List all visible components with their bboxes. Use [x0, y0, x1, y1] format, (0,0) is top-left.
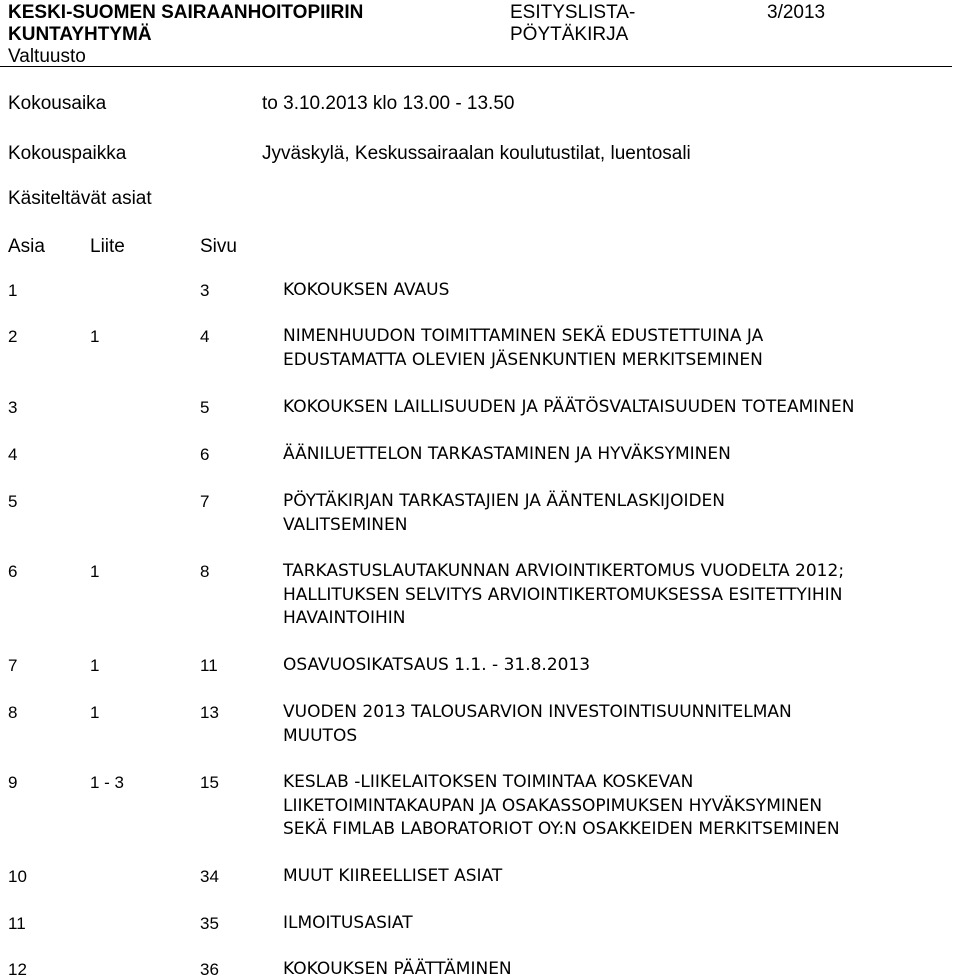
item-title-line: TARKASTUSLAUTAKUNNAN ARVIOINTIKERTOMUS VUODELTA 2012;	[283, 561, 845, 581]
item-attachment: 1	[90, 703, 100, 722]
item-title	[283, 865, 502, 889]
item-title-line: ILMOITUSASIAT	[283, 913, 413, 933]
item-page: 5	[200, 398, 210, 417]
item-page: 15	[200, 773, 219, 792]
agenda-heading: Käsiteltävät asiat	[8, 188, 152, 209]
item-page: 13	[200, 703, 219, 722]
item-page: 6	[200, 445, 210, 464]
organization-name: KESKI-SUOMEN SAIRAANHOITOPIIRIN	[8, 2, 364, 23]
item-page: 34	[200, 867, 219, 886]
item-page: 11	[200, 656, 218, 675]
item-attachment: 1 - 3	[90, 773, 125, 792]
document-type: ESITYSLISTA-	[510, 2, 636, 23]
item-title-line: HALLITUKSEN SELVITYS ARVIOINTIKERTOMUKSESSA ESITETTYIHIN	[283, 584, 843, 605]
item-page: 35	[200, 914, 219, 933]
document-number: 3/2013	[767, 2, 826, 23]
item-title-line: NIMENHUUDON TOIMITTAMINEN SEKÄ EDUSTETTUINA JA	[283, 326, 764, 346]
item-number: 5	[8, 492, 18, 511]
item-number: 6	[8, 562, 18, 581]
item-page: 36	[200, 960, 219, 978]
item-title-line: PÖYTÄKIRJAN TARKASTAJIEN JA ÄÄNTENLASKIJOIDEN	[283, 491, 726, 511]
item-title	[283, 279, 449, 303]
item-number: 9	[8, 773, 18, 792]
document-header	[0, 0, 952, 67]
item-number: 1	[8, 281, 18, 300]
item-number: 12	[8, 960, 27, 978]
item-title-line: LIIKETOIMINTAKAUPAN JA OSAKASSOPIMUKSEN HYVÄKSYMINEN	[283, 795, 823, 816]
item-number: 8	[8, 703, 18, 722]
item-number: 4	[8, 445, 18, 464]
item-title-line: KOKOUKSEN PÄÄTTÄMINEN	[283, 959, 512, 978]
item-title	[283, 560, 844, 631]
item-attachment: 1	[90, 327, 100, 346]
item-page: 7	[200, 492, 210, 511]
item-title	[283, 443, 731, 467]
item-page: 4	[200, 327, 210, 346]
item-title-line: ÄÄNILUETTELON TARKASTAMINEN JA HYVÄKSYMINEN	[283, 444, 731, 464]
item-title-line: EDUSTAMATTA OLEVIEN JÄSENKUNTIEN MERKITSEMINEN	[283, 349, 763, 370]
item-number: 3	[8, 398, 18, 417]
item-title	[283, 396, 854, 420]
meeting-place-value: Jyväskylä, Keskussairaalan koulutustilat, luentosali	[262, 143, 691, 164]
item-title	[283, 958, 512, 978]
item-title-line: KOKOUKSEN AVAUS	[283, 280, 450, 300]
meeting-place-label: Kokouspaikka	[8, 143, 127, 164]
item-title-line: HAVAINTOIHIN	[283, 608, 406, 628]
item-title-line: KOKOUKSEN LAILLISUUDEN JA PÄÄTÖSVALTAISUUDEN TOTEAMINEN	[283, 397, 855, 417]
item-title-line: VALITSEMINEN	[283, 514, 408, 535]
governing-body: Valtuusto	[8, 46, 86, 67]
item-title-line: OSAVUOSIKATSAUS 1.1. - 31.8.2013	[283, 655, 591, 675]
item-title	[283, 701, 792, 748]
item-page: 8	[200, 562, 210, 581]
meeting-time-label: Kokousaika	[8, 93, 107, 114]
item-number: 10	[8, 867, 27, 886]
item-attachment: 1	[90, 656, 100, 675]
column-header-sivu: Sivu	[200, 236, 237, 257]
item-title-line: SEKÄ FIMLAB LABORATORIOT OY:N OSAKKEIDEN MERKITSEMINEN	[283, 819, 840, 839]
item-title	[283, 771, 840, 842]
organization-name-line2: KUNTAYHTYMÄ	[8, 24, 152, 45]
document-type-line2: PÖYTÄKIRJA	[510, 24, 629, 45]
meeting-time-value: to 3.10.2013 klo 13.00 - 13.50	[262, 93, 515, 114]
item-title-line: VUODEN 2013 TALOUSARVION INVESTOINTISUUNNITELMAN	[283, 702, 792, 722]
item-title	[283, 325, 763, 372]
item-page: 3	[200, 281, 210, 300]
item-title	[283, 654, 590, 678]
item-title-line: MUUTOS	[283, 725, 358, 746]
item-number: 2	[8, 327, 18, 346]
column-header-liite: Liite	[90, 236, 125, 257]
column-header-asia: Asia	[8, 236, 45, 257]
item-attachment: 1	[90, 562, 100, 581]
item-title-line: MUUT KIIREELLISET ASIAT	[283, 866, 503, 886]
item-number: 11	[8, 914, 26, 933]
item-title	[283, 912, 413, 936]
item-number: 7	[8, 656, 18, 675]
item-title-line: KESLAB -LIIKELAITOKSEN TOIMINTAA KOSKEVAN	[283, 772, 694, 792]
item-title	[283, 490, 725, 537]
